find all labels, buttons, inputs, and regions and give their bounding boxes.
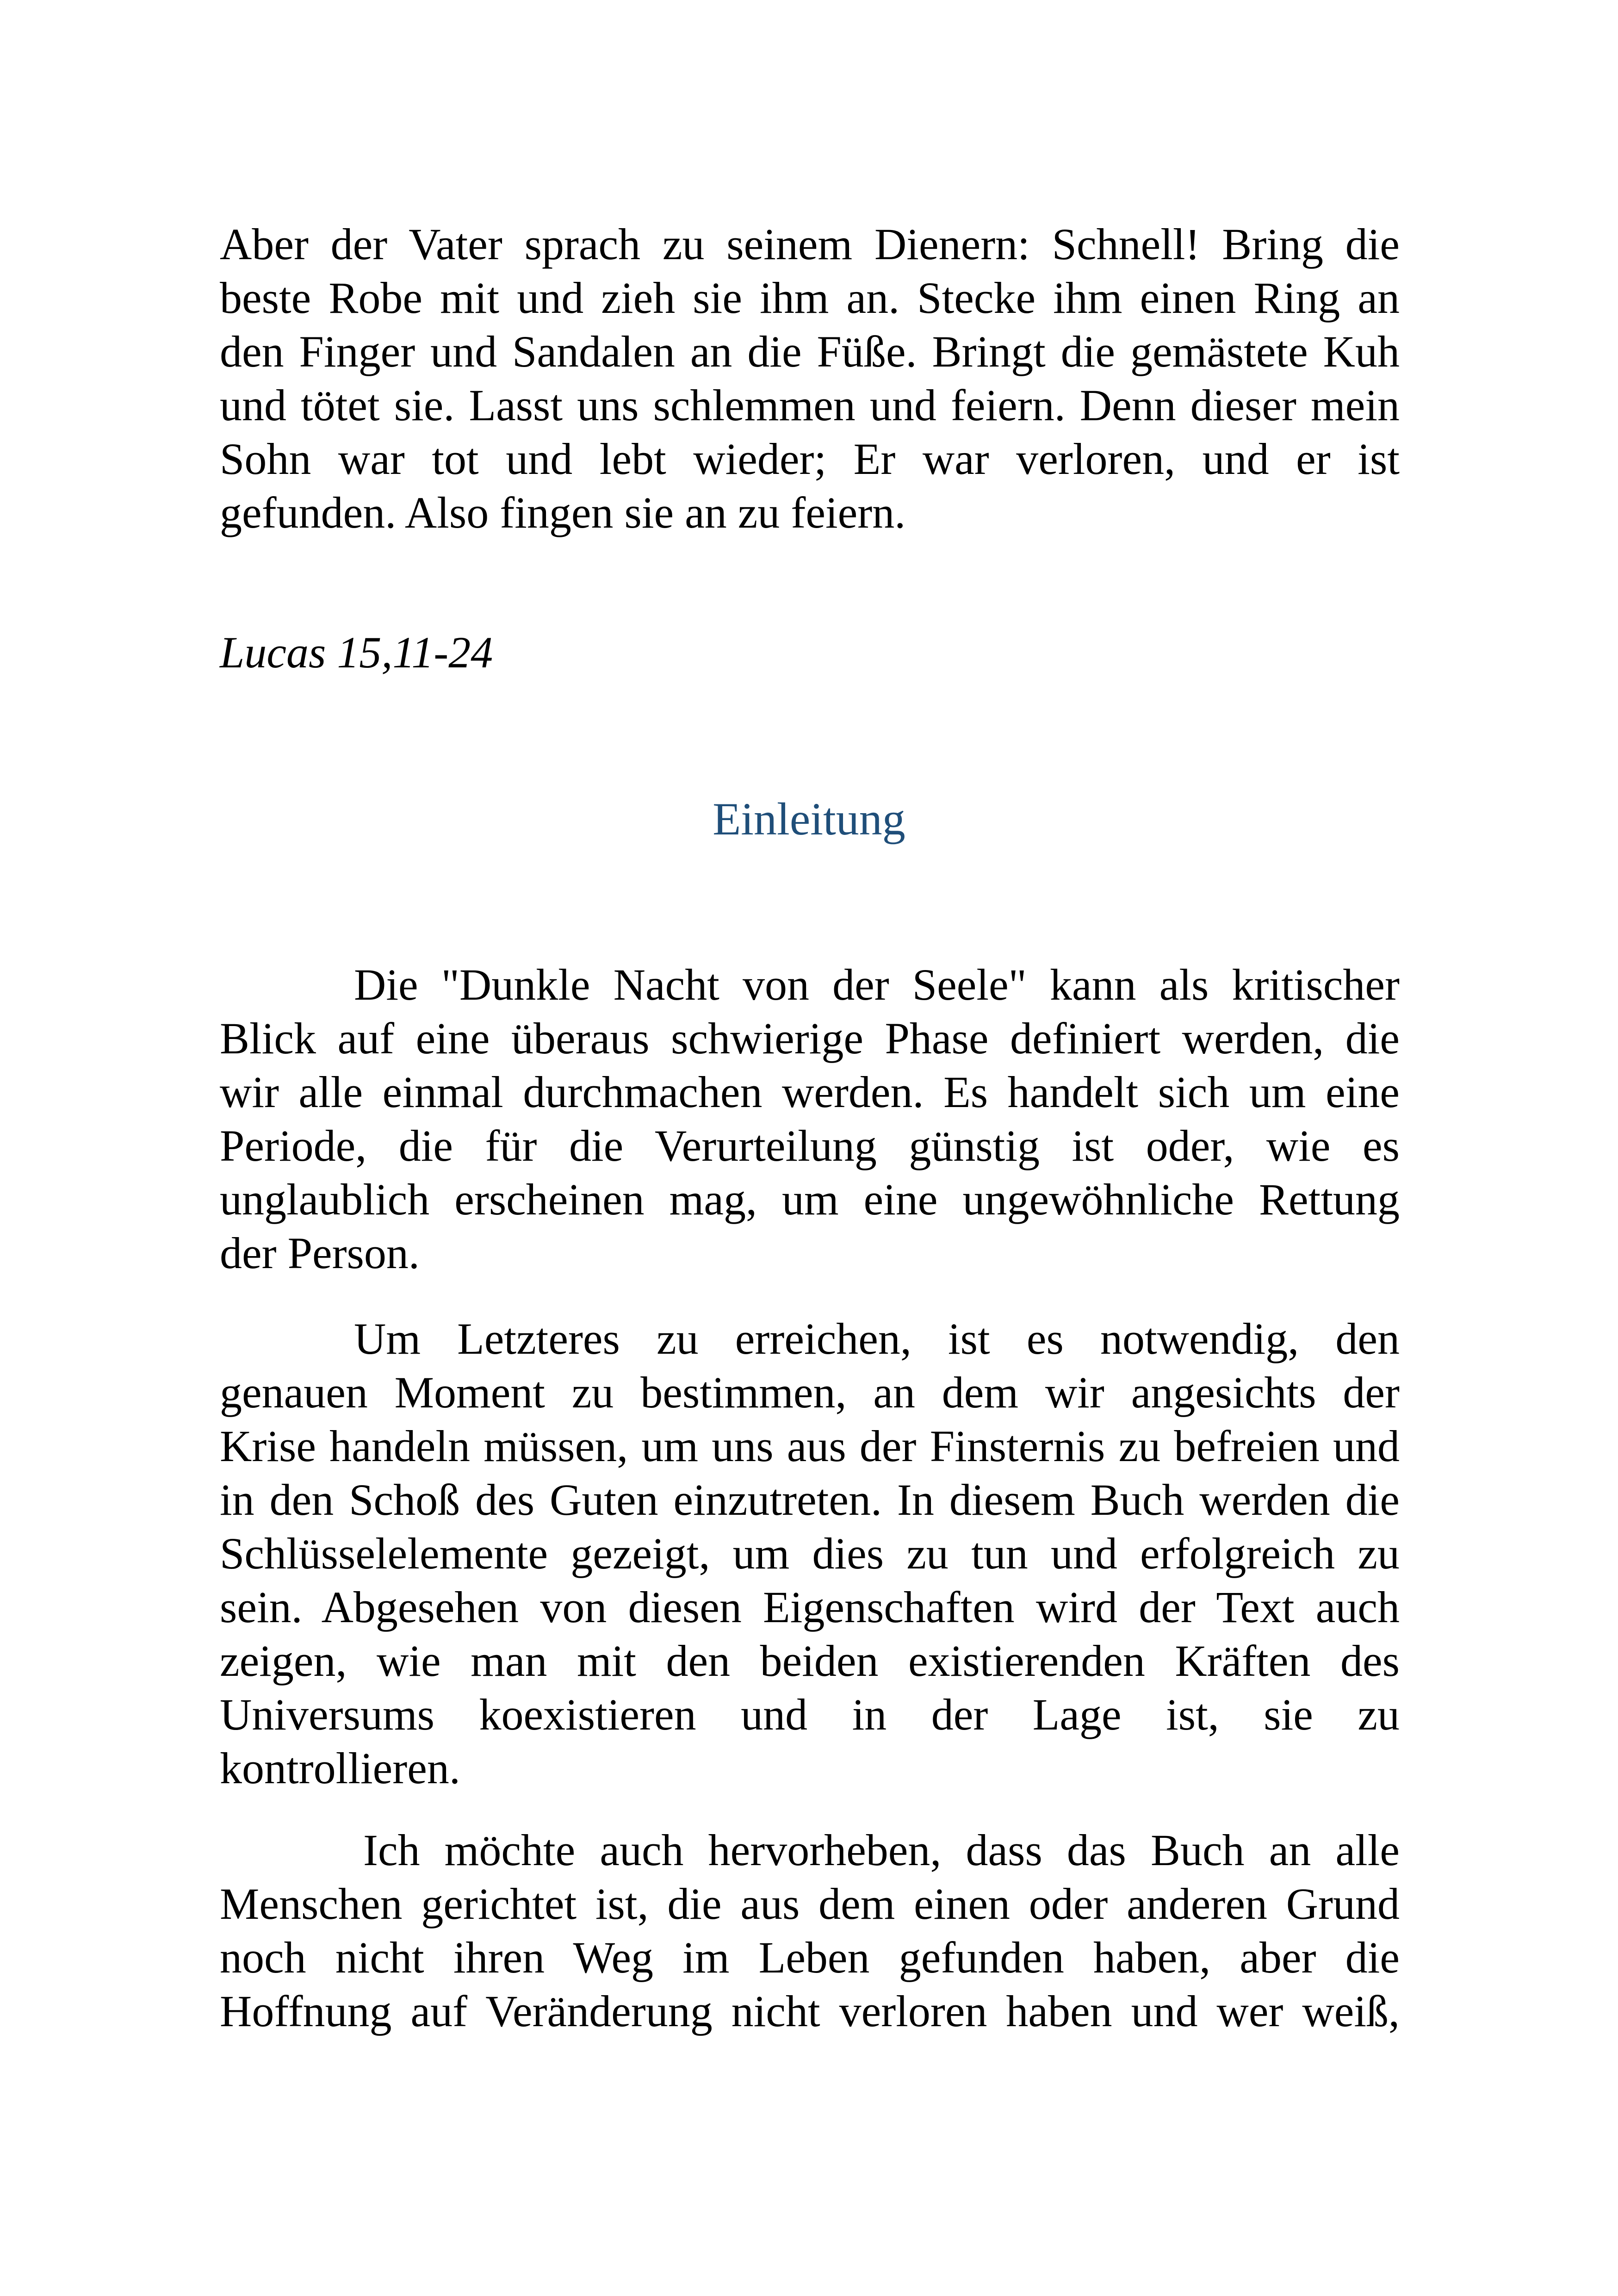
text-line: Schlüsselelemente gezeigt, um dies zu tun und erfolgreich zu bbox=[220, 1529, 1400, 1578]
text-line: sein. Abgesehen von diesen Eigenschaften wird der Text auch bbox=[220, 1582, 1400, 1632]
text-line: Krise handeln müssen, um uns aus der Finsternis zu befreien und bbox=[220, 1421, 1400, 1471]
text-line: der Person. bbox=[220, 1228, 420, 1278]
section-heading: Einleitung bbox=[713, 793, 905, 845]
text-line: Sohn war tot und lebt wieder; Er war verloren, und er ist bbox=[220, 434, 1400, 484]
text-line: Menschen gerichtet ist, die aus dem einen oder anderen Grund bbox=[220, 1879, 1400, 1929]
text-line-content: Ich möchte auch hervorheben, dass das Buch an alle bbox=[363, 1825, 1400, 1875]
text-line: unglaublich erscheinen mag, um eine ungewöhnliche Rettung bbox=[220, 1175, 1400, 1224]
text-line bbox=[220, 958, 1400, 1012]
body-paragraph-2 bbox=[220, 1312, 1400, 1795]
text-line: zeigen, wie man mit den beiden existierenden Kräften des bbox=[220, 1636, 1400, 1686]
text-line: in den Schoß des Guten einzutreten. In diesem Buch werden die bbox=[220, 1475, 1400, 1524]
text-line: Blick auf eine überaus schwierige Phase definiert werden, die bbox=[220, 1014, 1400, 1063]
text-line: kontrollieren. bbox=[220, 1743, 460, 1793]
text-line bbox=[220, 1312, 1400, 1366]
text-line: gefunden. Also fingen sie an zu feiern. bbox=[220, 488, 906, 537]
body-paragraph-3 bbox=[220, 1823, 1400, 2038]
text-line-content: Die "Dunkle Nacht von der Seele" kann als kritischer bbox=[354, 960, 1400, 1009]
text-line: genauen Moment zu bestimmen, an dem wir angesichts der bbox=[220, 1368, 1400, 1417]
text-line bbox=[220, 1823, 1400, 1877]
text-line: Universums koexistieren und in der Lage ist, sie zu bbox=[220, 1690, 1400, 1739]
text-line: wir alle einmal durchmachen werden. Es handelt sich um eine bbox=[220, 1067, 1400, 1117]
text-line-content: Um Letzteres zu erreichen, ist es notwendig, den bbox=[354, 1314, 1400, 1363]
text-line: beste Robe mit und zieh sie ihm an. Stecke ihm einen Ring an bbox=[220, 273, 1400, 323]
quote-citation: Lucas 15,11-24 bbox=[220, 628, 493, 677]
text-line: Aber der Vater sprach zu seinem Dienern: Schnell! Bring die bbox=[220, 219, 1400, 269]
text-line: Periode, die für die Verurteilung günstig ist oder, wie es bbox=[220, 1121, 1400, 1170]
bible-quote-paragraph bbox=[220, 218, 1400, 540]
text-line: noch nicht ihren Weg im Leben gefunden haben, aber die bbox=[220, 1933, 1400, 1982]
text-line: den Finger und Sandalen an die Füße. Bringt die gemästete Kuh bbox=[220, 327, 1400, 376]
text-line: Hoffnung auf Veränderung nicht verloren haben und wer weiß, bbox=[220, 1986, 1400, 2036]
body-paragraph-1 bbox=[220, 958, 1400, 1280]
text-line: und tötet sie. Lasst uns schlemmen und feiern. Denn dieser mein bbox=[220, 380, 1400, 430]
